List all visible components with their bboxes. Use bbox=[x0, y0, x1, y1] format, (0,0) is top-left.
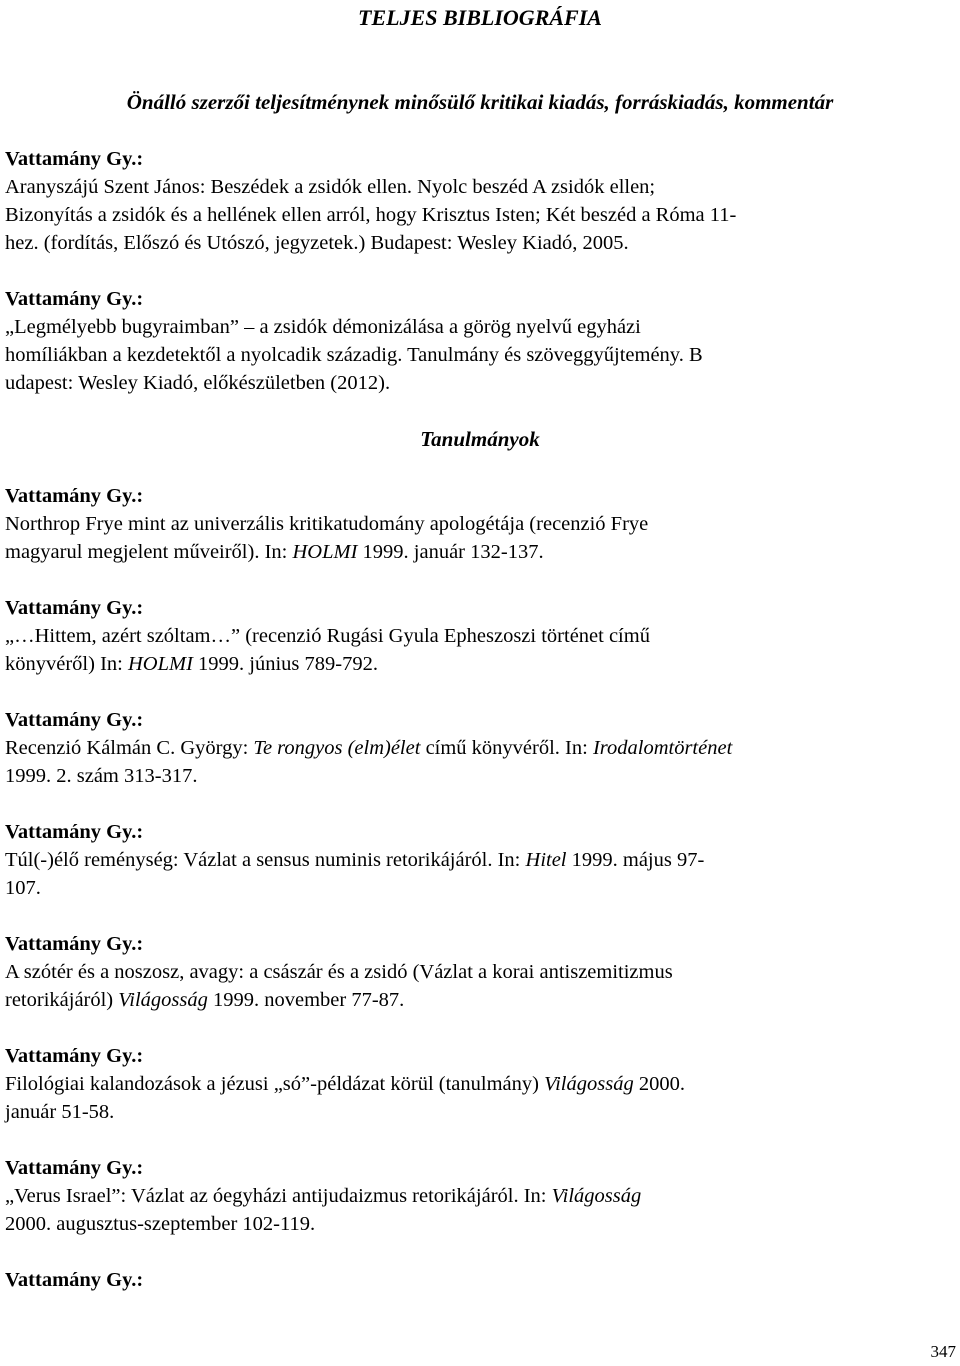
bibliography-entry bbox=[5, 482, 855, 566]
section-heading-studies: Tanulmányok bbox=[420, 427, 540, 451]
entry-author: Vattamány Gy.: bbox=[5, 709, 144, 731]
entry-text-line: Túl(-)élő reménység: Vázlat a sensus numinis retorikájáról. In: Hitel 1999. május 97- bbox=[5, 849, 705, 871]
entry-text-line: hez. (fordítás, Előszó és Utószó, jegyzetek.) Budapest: Wesley Kiadó, 2005. bbox=[5, 232, 629, 254]
journal-title: Irodalomtörténet bbox=[592, 737, 733, 759]
entry-text-line: A szótér és a noszosz, avagy: a császár és a zsidó (Vázlat a korai antiszemitizmus bbox=[5, 961, 673, 983]
journal-title: Világosság bbox=[544, 1073, 634, 1095]
bibliography-entry bbox=[5, 930, 855, 1014]
bibliography-entry bbox=[5, 1042, 855, 1126]
entry-text-line: 1999. 2. szám 313-317. bbox=[5, 765, 198, 787]
bibliography-entry bbox=[5, 818, 855, 902]
entry-author: Vattamány Gy.: bbox=[5, 821, 144, 843]
entry-text-line: könyvéről) In: HOLMI 1999. június 789-792. bbox=[5, 653, 378, 675]
entry-author: Vattamány Gy.: bbox=[5, 485, 144, 507]
entry-text-line: 107. bbox=[5, 877, 41, 899]
entry-text-line: január 51-58. bbox=[5, 1101, 115, 1123]
entry-text-line: Bizonyítás a zsidók és a hellének ellen arról, hogy Krisztus Isten; Két beszéd a Róma 11- bbox=[5, 204, 737, 226]
journal-title: Világosság bbox=[551, 1185, 642, 1207]
book-title: Te rongyos (elm)élet bbox=[253, 737, 421, 759]
entry-author: Vattamány Gy.: bbox=[5, 288, 144, 310]
entry-text-line: 2000. augusztus-szeptember 102-119. bbox=[5, 1213, 316, 1235]
entry-author: Vattamány Gy.: bbox=[5, 148, 144, 170]
bibliography-entry bbox=[5, 594, 855, 678]
entry-author: Vattamány Gy.: bbox=[5, 597, 144, 619]
entry-text-line: retorikájáról) Világosság 1999. november 77-87. bbox=[5, 989, 405, 1011]
entry-text-line: Recenzió Kálmán C. György: Te rongyos (elm)élet című könyvéről. In: Irodalomtörténet bbox=[5, 737, 733, 759]
entry-text-line: Filológiai kalandozások a jézusi „só”-példázat körül (tanulmány) Világosság 2000. bbox=[5, 1073, 685, 1095]
journal-title: Hitel bbox=[525, 849, 567, 871]
entry-author: Vattamány Gy.: bbox=[5, 1045, 144, 1067]
bibliography-entry bbox=[5, 285, 855, 397]
journal-title: Világosság bbox=[118, 989, 208, 1011]
page-number: 347 bbox=[930, 1342, 956, 1361]
entry-author: Vattamány Gy.: bbox=[5, 1269, 144, 1291]
bibliography-entry bbox=[5, 145, 855, 257]
entry-author: Vattamány Gy.: bbox=[5, 933, 144, 955]
bibliography-entry bbox=[5, 1266, 855, 1294]
entry-text-line: „…Hittem, azért szóltam…” (recenzió Rugási Gyula Epheszoszi történet című bbox=[5, 625, 650, 647]
entry-text-line: magyarul megjelent műveiről). In: HOLMI 1999. január 132-137. bbox=[5, 541, 544, 563]
entry-text-line: „Legmélyebb bugyraimban” – a zsidók démonizálása a görög nyelvű egyházi bbox=[5, 316, 641, 338]
entry-author: Vattamány Gy.: bbox=[5, 1157, 144, 1179]
page-title: TELJES BIBLIOGRÁFIA bbox=[358, 5, 602, 30]
journal-title: HOLMI bbox=[127, 653, 193, 675]
entry-text-line: „Verus Israel”: Vázlat az óegyházi antijudaizmus retorikájáról. In: Világosság bbox=[5, 1185, 642, 1207]
entry-text-line: homíliákban a kezdetektől a nyolcadik századig. Tanulmány és szöveggyűjtemény. B bbox=[5, 344, 703, 366]
journal-title: HOLMI bbox=[292, 541, 358, 563]
bibliography-entry bbox=[5, 1154, 855, 1238]
section-heading-critical-editions: Önálló szerzői teljesítménynek minősülő kritikai kiadás, forráskiadás, kommentár bbox=[126, 90, 834, 114]
entry-text-line: Aranyszájú Szent János: Beszédek a zsidók ellen. Nyolc beszéd A zsidók ellen; bbox=[5, 176, 656, 198]
entry-text-line: Northrop Frye mint az univerzális kritikatudomány apologétája (recenzió Frye bbox=[5, 513, 649, 535]
bibliography-entry bbox=[5, 706, 855, 790]
entry-text-line: udapest: Wesley Kiadó, előkészületben (2012). bbox=[5, 372, 391, 394]
